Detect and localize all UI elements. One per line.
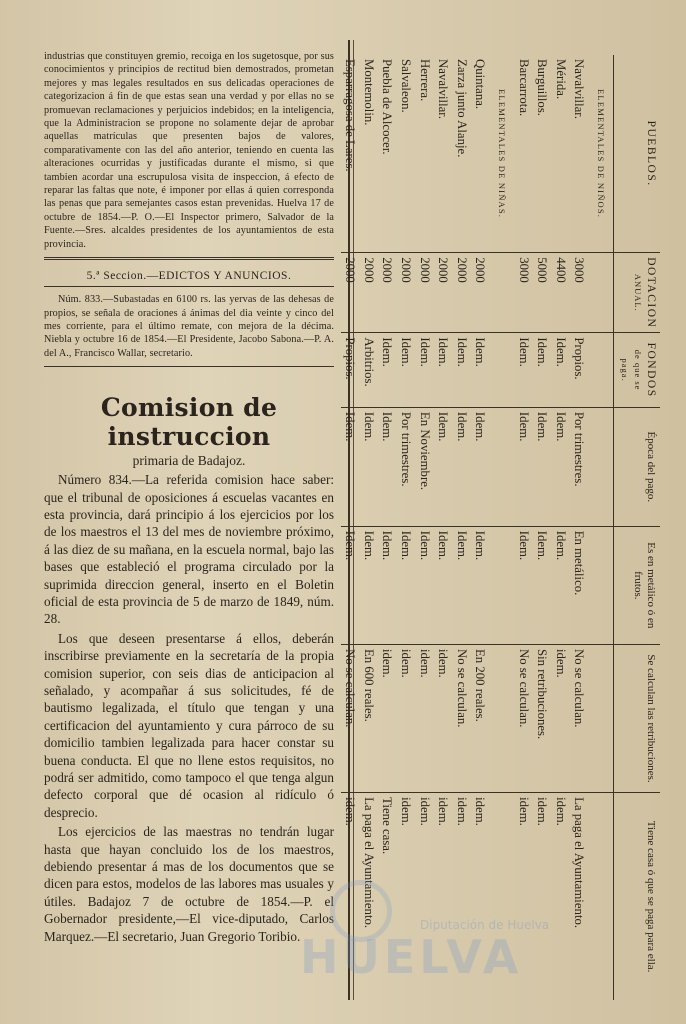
watermark-caption: Diputación de Huelva: [420, 918, 550, 932]
cell-casa: idem.: [415, 793, 434, 1000]
cell-casa: idem.: [471, 793, 490, 1000]
rotated-table-region: [343, 55, 660, 1000]
cell-retrib: En 600 reales.: [359, 644, 378, 792]
school-vacancies-table: [341, 55, 660, 1000]
cell-retrib: En 200 reales.: [471, 644, 490, 792]
table-row: [570, 55, 589, 1000]
article-subtitle: primaria de Badajoz.: [132, 453, 246, 469]
cell-fondos: Idem.: [378, 333, 397, 408]
table-row: [551, 55, 570, 1000]
section-heading-rule: [44, 286, 334, 287]
cell-dotacion: 2000: [341, 253, 360, 333]
cell-fondos: Idem.: [415, 333, 434, 408]
continued-paragraph: industrias que constituyen gremio, recoiga en los sugetosque, por sus conocimientos y principios de rectitud bien demostrados, prometan mejores y mas legales resultados en sus delicadas operaciones de categorizacion á fin de que estas sean una verdad y por ellas no se promuevan reclamaciones y perjuicios indebidos; en la inteligencia, que la Administracion se propone no solamente dejar de aprobar aquellas matrículas que presenten bajos de valores, comparativamente con las del año anterior, teniendo en cuenta las alteraciones ocurridas y justificadas durante el mismo, si que tambien acordar una escrupulosa visita de inspeccion, á efecto de reparar las faltas que note, é imponer por ellas á quien corresponda las penas que para semejantes casos estan prevenidas. Huelva 17 de octubre de 1854.—P. O.—El Inspector primero, Salvador de la Fuente.—Sres. alcaldes presidentes de los ayuntamientos de esta provincia.: [44, 51, 334, 250]
cell-dotacion: 2000: [434, 253, 453, 333]
cell-metalico: Idem.: [551, 526, 570, 644]
section-heading: 5.ª Seccion.—EDICTOS Y ANUNCIOS.: [86, 270, 292, 283]
cell-epoca: Idem.: [341, 407, 360, 526]
cell-pueblo: Montemolin.: [361, 59, 376, 126]
table-row: [471, 55, 490, 1000]
article-title: Comision de instruccion: [100, 393, 278, 452]
cell-epoca: Idem.: [359, 407, 378, 526]
cell-retrib: idem.: [434, 644, 453, 792]
cell-fondos: Arbitrios.: [359, 333, 378, 408]
cell-dotacion: 2000: [471, 253, 490, 333]
cell-metalico: Idem.: [396, 526, 415, 644]
cell-metalico: Idem.: [452, 526, 471, 644]
cell-casa: idem.: [396, 793, 415, 1000]
cell-epoca: En Noviembre.: [415, 407, 434, 526]
vacancies-table-rotated: [343, 55, 660, 1000]
cell-retrib: No se calculan.: [570, 644, 589, 792]
cell-pueblo: Burguillos.: [535, 59, 550, 117]
group-label-ninas: ELEMENTALES DE NIÑAS.: [497, 89, 508, 219]
cell-pueblo: Salvaleon.: [399, 59, 414, 113]
table-row: [415, 55, 434, 1000]
cell-metalico: Idem.: [341, 526, 360, 644]
cell-casa: idem.: [551, 793, 570, 1000]
header-metalico: Es en metálico ó en frutos.: [614, 526, 661, 644]
table-row: [378, 55, 397, 1000]
cell-epoca: Idem.: [452, 407, 471, 526]
cell-pueblo: Esparragosa de Lares.: [343, 59, 358, 172]
cell-metalico: Idem.: [415, 526, 434, 644]
cell-epoca: Idem.: [551, 407, 570, 526]
cell-fondos: Idem.: [434, 333, 453, 408]
section-divider: [44, 257, 334, 260]
cell-retrib: idem.: [551, 644, 570, 792]
article-paragraph-1: Número 834.—La referida comision hace saber: que el tribunal de oposiciones á escuelas vacantes en esta provincia, dará principio á los ejercicios por los de los maestros el 13 del mes de noviembre próximo, á las diez de su mañana, en la escuela normal, bajo las bases que estableció el programa circulado por la suprimida direccion general, inserto en el Boletin oficial de esta provincia de 5 de marzo de 1849, núm. 28.: [44, 472, 334, 627]
cell-retrib: Sin retribuciones.: [533, 644, 552, 792]
cell-metalico: Idem.: [533, 526, 552, 644]
group-row-ninos: [588, 55, 613, 1000]
cell-retrib: No se calculan.: [341, 644, 360, 792]
cell-metalico: Idem.: [434, 526, 453, 644]
header-dotacion: DOTACION ANUAL.: [614, 253, 661, 333]
table-row: [514, 55, 533, 1000]
cell-fondos: Idem.: [471, 333, 490, 408]
cell-dotacion: 2000: [452, 253, 471, 333]
table-row: [434, 55, 453, 1000]
table-body: [341, 55, 614, 1000]
cell-retrib: No se calculan.: [514, 644, 533, 792]
cell-epoca: Por trimestres.: [570, 407, 589, 526]
cell-pueblo: Puebla de Alcocer.: [380, 59, 395, 155]
article-paragraph-2: Los que deseen presentarse á ellos, deberán inscribirse previamente en la secretaría de la propia comision superior, con seis dias de anticipacion al señalado, y acompañar á sus solicitudes, fé de bautismo legalizada, el título que tengan y una certificacion del ayuntamiento y cura párroco de su domicilio tambien legalizada para hacer constar su buena conducta. El que no llene estos requisitos, no podrá ser admitido, como tampoco el que tenga algun defecto corporal que dé ocasion al ridículo ó desprecio.: [44, 630, 334, 820]
cell-metalico: Idem.: [359, 526, 378, 644]
cell-casa: idem.: [341, 793, 360, 1000]
cell-fondos: Idem.: [396, 333, 415, 408]
table-row: [533, 55, 552, 1000]
cell-dotacion: 3000: [570, 253, 589, 333]
cell-dotacion: 4400: [551, 253, 570, 333]
cell-pueblo: Barcarrota.: [516, 59, 531, 117]
cell-dotacion: 2000: [359, 253, 378, 333]
cell-metalico: Idem.: [378, 526, 397, 644]
cell-dotacion: 5000: [533, 253, 552, 333]
cell-pueblo: Herrera.: [417, 59, 432, 102]
cell-retrib: idem.: [396, 644, 415, 792]
cell-epoca: Idem.: [471, 407, 490, 526]
table-row: [452, 55, 471, 1000]
cell-casa: idem.: [533, 793, 552, 1000]
cell-epoca: Idem.: [514, 407, 533, 526]
cell-retrib: No se calculan.: [452, 644, 471, 792]
cell-fondos: Propios.: [341, 333, 360, 408]
cell-metalico: En metálico.: [570, 526, 589, 644]
cell-pueblo: Navalvillar.: [436, 59, 451, 120]
header-fondos: FONDOS de que se paga.: [614, 333, 661, 408]
cell-dotacion: 2000: [396, 253, 415, 333]
cell-pueblo: Navalvillar.: [572, 59, 587, 120]
cell-metalico: Idem.: [471, 526, 490, 644]
cell-fondos: Idem.: [533, 333, 552, 408]
cell-casa: La paga el Ayuntamiento.: [570, 793, 589, 1000]
cell-epoca: Idem.: [533, 407, 552, 526]
notice-divider: [44, 366, 334, 367]
header-casa: Tiene casa ó que se paga para ella.: [614, 793, 661, 1000]
article-paragraph-3: Los ejercicios de las maestras no tendrán lugar hasta que hayan concluido los de los maestros, debiendo presentar á mas de los documentos que se dicen para estos, modelos de las labores mas usuales y útiles. Badajoz 7 de octubre de 1854.—P. el Gobernador presidente,—El vice-diputado, Carlos Marquez.—El secretario, Juan Gregorio Toribio.: [44, 824, 334, 944]
cell-casa: idem.: [452, 793, 471, 1000]
cell-casa: idem.: [434, 793, 453, 1000]
header-retribuciones: Se calculan las retribuciones.: [614, 644, 661, 792]
cell-fondos: Idem.: [452, 333, 471, 408]
table-row: [359, 55, 378, 1000]
cell-dotacion: 3000: [514, 253, 533, 333]
left-column: [44, 50, 334, 990]
cell-epoca: Por trimestres.: [396, 407, 415, 526]
cell-retrib: idem.: [378, 644, 397, 792]
cell-casa: La paga el Ayuntamiento.: [359, 793, 378, 1000]
cell-dotacion: 2000: [415, 253, 434, 333]
cell-casa: idem.: [514, 793, 533, 1000]
watermark-huelva: HUELVA: [300, 930, 523, 984]
cell-metalico: Idem.: [514, 526, 533, 644]
auction-notice: Núm. 833.—Subastadas en 6100 rs. las yervas de las dehesas de propios, se señala de oraciones á ánimas del dia veinte y cinco del mes corriente, para el último remate, con mejora de la décima. Niebla y octubre 16 de 1854.—El Presidente, Jacobo Sabona.—P. A. del A., Francisco Wallar, secretario.: [44, 294, 334, 359]
cell-fondos: Propios.: [570, 333, 589, 408]
header-pueblos: PUEBLOS.: [614, 55, 661, 253]
cell-pueblo: Quintana.: [473, 59, 488, 110]
group-label-ninos: ELEMENTALES DE NIÑOS.: [596, 89, 606, 219]
cell-pueblo: Zarza junto Alanje.: [454, 59, 469, 158]
cell-pueblo: Mérida.: [553, 59, 568, 100]
cell-fondos: Idem.: [551, 333, 570, 408]
cell-epoca: Idem.: [378, 407, 397, 526]
cell-dotacion: 2000: [378, 253, 397, 333]
header-epoca: Época del pago.: [614, 407, 661, 526]
cell-casa: Tiene casa.: [378, 793, 397, 1000]
cell-epoca: Idem.: [434, 407, 453, 526]
table-row: [396, 55, 415, 1000]
group-row-ninas: [489, 55, 514, 1000]
table-row: [341, 55, 360, 1000]
cell-retrib: idem.: [415, 644, 434, 792]
cell-fondos: Idem.: [514, 333, 533, 408]
